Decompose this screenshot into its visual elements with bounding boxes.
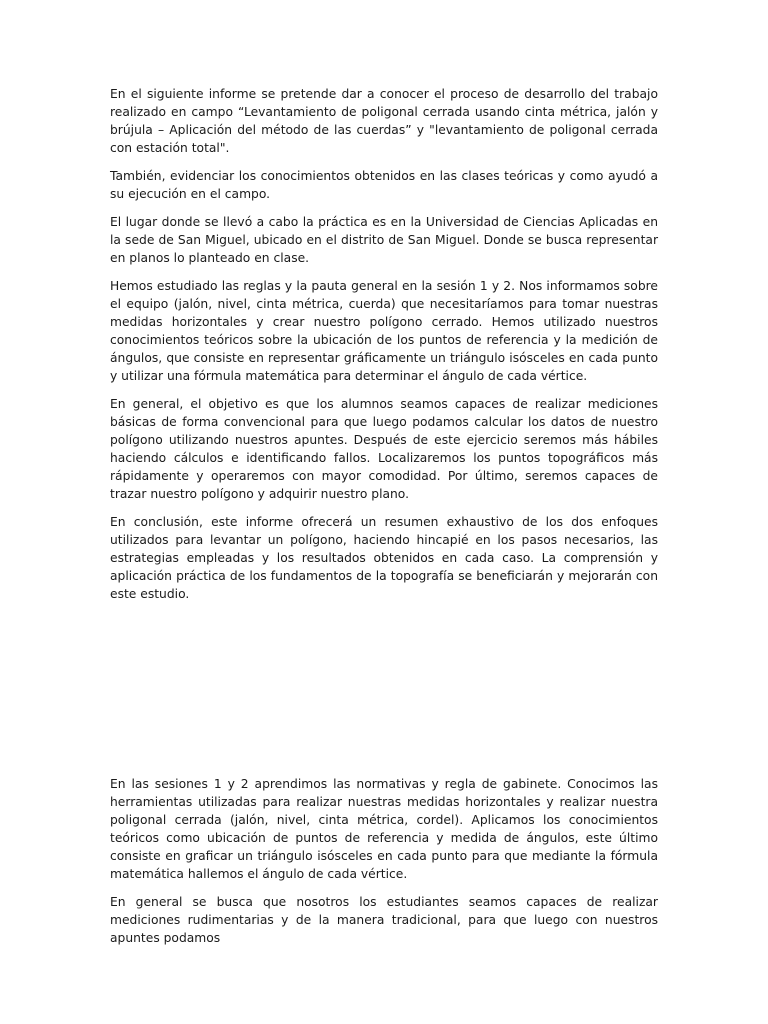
paragraph: En conclusión, este informe ofrecerá un resumen exhaustivo de los dos enfoques utilizados para levantar un polígono, haciendo hincapié en los pasos necesarios, las estrategias empleadas y los resultados obtenidos en cada caso. La comprensión y aplicación práctica de los fundamentos de la topografía se beneficiarán y mejorarán con este estudio. <box>110 515 658 601</box>
paragraph: El lugar donde se llevó a cabo la práctica es en la Universidad de Ciencias Aplicadas en la sede de San Miguel, ubicado en el distrito de San Miguel. Donde se busca representar en planos lo planteado en clase. <box>110 215 658 265</box>
report-second-section <box>110 775 658 957</box>
paragraph: En las sesiones 1 y 2 aprendimos las normativas y regla de gabinete. Conocimos las herramientas utilizadas para realizar nuestras medidas horizontales y realizar nuestra poligonal cerrada (jalón, nivel, cinta métrica, cordel). Aplicamos los conocimientos teóricos como ubicación de puntos de referencia y medida de ángulos, este último consiste en graficar un triángulo isósceles en cada punto para que mediante la fórmula matemática hallemos el ángulo de cada vértice. <box>110 777 658 881</box>
paragraph: En general, el objetivo es que los alumnos seamos capaces de realizar mediciones básicas de forma convencional para que luego podamos calcular los datos de nuestro polígono utilizando nuestros apuntes. Después de este ejercicio seremos más hábiles haciendo cálculos e identificando fallos. Localizaremos los puntos topográficos más rápidamente y operaremos con mayor comodidad. Por último, seremos capaces de trazar nuestro polígono y adquirir nuestro plano. <box>110 397 658 501</box>
report-introduction <box>110 85 658 613</box>
paragraph: En el siguiente informe se pretende dar a conocer el proceso de desarrollo del trabajo realizado en campo “Levantamiento de poligonal cerrada usando cinta métrica, jalón y brújula – Aplicación del método de las cuerdas” y "levantamiento de poligonal cerrada con estación total". <box>110 87 658 155</box>
paragraph: Hemos estudiado las reglas y la pauta general en la sesión 1 y 2. Nos informamos sobre el equipo (jalón, nivel, cinta métrica, cuerda) que necesitaríamos para tomar nuestras medidas horizontales y crear nuestro polígono cerrado. Hemos utilizado nuestros conocimientos teóricos sobre la ubicación de los puntos de referencia y la medición de ángulos, que consiste en representar gráficamente un triángulo isósceles en cada punto y utilizar una fórmula matemática para determinar el ángulo de cada vértice. <box>110 279 658 383</box>
paragraph: En general se busca que nosotros los estudiantes seamos capaces de realizar mediciones rudimentarias y de la manera tradicional, para que luego con nuestros apuntes podamos <box>110 895 658 945</box>
paragraph: También, evidenciar los conocimientos obtenidos en las clases teóricas y como ayudó a su ejecución en el campo. <box>110 169 658 201</box>
